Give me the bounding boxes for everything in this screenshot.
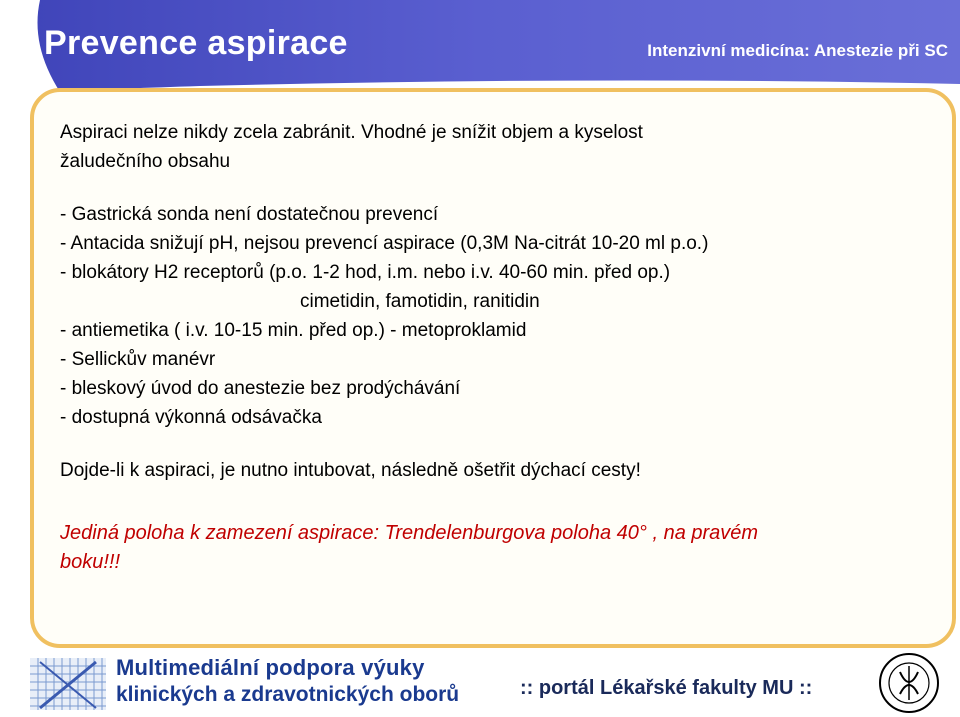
intro-text: žaludečního obsahu: [60, 151, 231, 172]
list-item: - Sellickův manévr: [60, 349, 216, 370]
header-bar: [0, 0, 960, 92]
banner-line-1: Multimediální podpora výuky: [116, 655, 425, 680]
grid-logo-icon: [30, 658, 106, 710]
banner-line-2: klinických a zdravotnických oborů: [116, 683, 460, 706]
highlight-text: boku!!!: [60, 551, 121, 573]
list-item: - blokátory H2 receptorů (p.o. 1-2 hod, i.m. nebo i.v. 40-60 min. před op.): [60, 262, 671, 283]
conclusion-text: Dojde-li k aspiraci, je nutno intubovat, následně ošetřit dýchací cesty!: [60, 460, 641, 481]
university-seal-icon: [878, 652, 940, 714]
page-subtitle: Intenzivní medicína: Anestezie při SC: [647, 41, 948, 60]
footer-banner: [116, 655, 459, 707]
list-item: - Gastrická sonda není dostatečnou prevencí: [60, 204, 439, 225]
page-title: Prevence aspirace: [44, 24, 348, 62]
list-item: - antiemetika ( i.v. 10-15 min. před op.) - metoproklamid: [60, 320, 527, 341]
list-item-sub: cimetidin, famotidin, ranitidin: [300, 291, 540, 312]
list-item: - dostupná výkonná odsávačka: [60, 407, 322, 428]
intro-text: Aspiraci nelze nikdy zcela zabránit. Vhodné je snížit objem a kyselost: [60, 122, 643, 143]
list-item: - Antacida snižují pH, nejsou prevencí aspirace (0,3M Na-citrát 10-20 ml p.o.): [60, 233, 709, 254]
portal-link[interactable]: :: portál Lékařské fakulty MU ::: [520, 677, 813, 699]
content-body: [60, 118, 940, 577]
highlight-text: Jediná poloha k zamezení aspirace: Trendelenburgova poloha 40° , na pravém: [60, 522, 759, 544]
list-item: - bleskový úvod do anestezie bez prodýchávání: [60, 378, 461, 399]
